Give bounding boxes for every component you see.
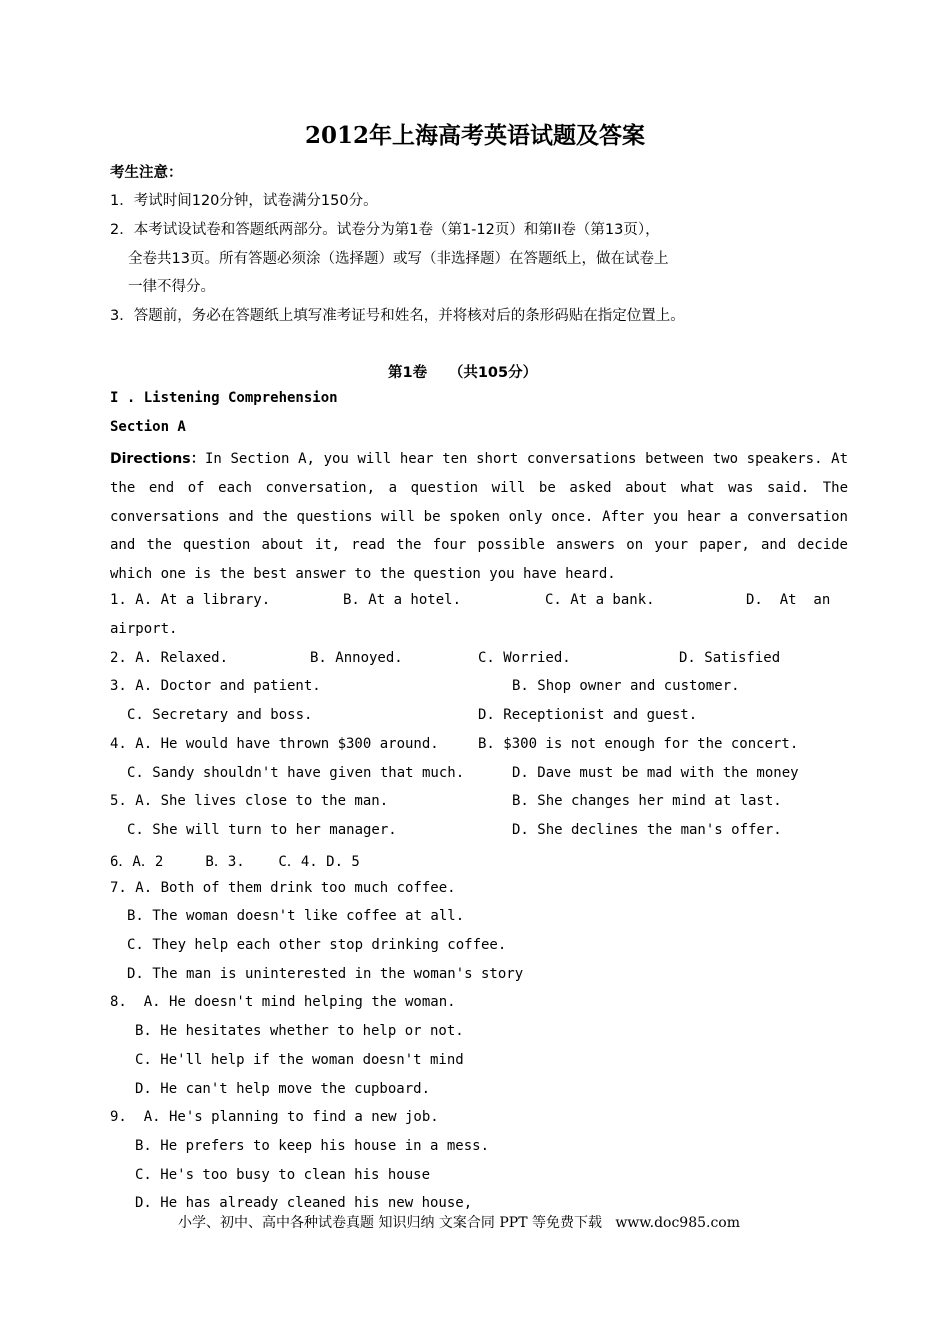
q1-option-b: B. At a hotel.: [343, 592, 462, 608]
q1-option-c: C. At a bank.: [545, 592, 655, 608]
q8-option-b: B. He hesitates whether to help or not.: [135, 1023, 464, 1039]
notice-item-1: 1．考试时间120分钟，试卷满分150分。: [110, 193, 378, 209]
q3-option-b: B. Shop owner and customer.: [512, 678, 740, 694]
directions-paragraph: [110, 445, 848, 589]
directions-text: In Section A, you will hear ten short conversations between two speakers. At the end of each conversation, a question will be asked about what was said. The conversations and the questions will be spoken only once. After you hear a conversation and the question about it, read the four possible answers on your paper, and decide which one is the best answer to the question you have heard.: [110, 451, 848, 583]
q9-option-c: C. He's too busy to clean his house: [135, 1167, 431, 1183]
notice-item-2: 2．本考试设试卷和答题纸两部分。试卷分为第1卷（第1-12页）和第II卷（第13页），: [110, 222, 660, 238]
q1-option-d-cont: airport.: [110, 621, 178, 637]
q1-option-d: D. At an: [746, 592, 831, 608]
q5-option-d: D. She declines the man's offer.: [512, 822, 782, 838]
q2-option-d: D. Satisfied: [679, 650, 781, 666]
q6-options: 6．A．2 B．3. C．4. D. 5: [110, 854, 360, 870]
q7-option-c: C. They help each other stop drinking coffee.: [127, 937, 507, 953]
q3-option-c: C. Secretary and boss.: [127, 707, 313, 723]
footer-note: 小学、初中、高中各种试卷真题 知识归纳 文案合同 PPT 等免费下载 www.doc985.com: [178, 1215, 741, 1231]
section-title: I . Listening Comprehension: [110, 390, 338, 406]
q7-option-a: 7. A. Both of them drink too much coffee.: [110, 880, 456, 896]
q4-option-c: C. Sandy shouldn't have given that much.: [127, 765, 465, 781]
q1-option-a: 1. A. At a library.: [110, 592, 271, 608]
directions-label: Directions：: [110, 451, 205, 467]
notice-item-3: 3．答题前，务必在答题纸上填写准考证号和姓名，并将核对后的条形码贴在指定位置上。: [110, 308, 685, 324]
q8-option-c: C. He'll help if the woman doesn't mind: [135, 1052, 464, 1068]
q8-option-a: 8. A. He doesn't mind helping the woman.: [110, 994, 456, 1010]
q5-option-b: B. She changes her mind at last.: [512, 793, 782, 809]
part-heading: 第1卷 （共105分）: [388, 365, 538, 381]
q4-option-b: B. $300 is not enough for the concert.: [478, 736, 799, 752]
q2-option-b: B. Annoyed.: [310, 650, 403, 666]
q3-option-d: D. Receptionist and guest.: [478, 707, 698, 723]
q7-option-b: B. The woman doesn't like coffee at all.: [127, 908, 465, 924]
q5-option-a: 5. A. She lives close to the man.: [110, 793, 389, 809]
q2-option-c: C. Worried.: [478, 650, 571, 666]
section-a-heading: Section A: [110, 419, 186, 435]
q9-option-d: D. He has already cleaned his new house,: [135, 1195, 473, 1211]
notice-item-2-cont: 全卷共13页。所有答题必须涂（选择题）或写（非选择题）在答题纸上，做在试卷上: [128, 251, 669, 267]
q8-option-d: D. He can't help move the cupboard.: [135, 1081, 431, 1097]
q3-option-a: 3. A. Doctor and patient.: [110, 678, 321, 694]
notice-item-2-end: 一律不得分。: [128, 279, 215, 295]
page-title: 2012年上海高考英语试题及答案: [304, 122, 645, 149]
q9-option-b: B. He prefers to keep his house in a mess.: [135, 1138, 490, 1154]
q9-option-a: 9. A. He's planning to find a new job.: [110, 1109, 439, 1125]
q4-option-a: 4. A. He would have thrown $300 around.: [110, 736, 439, 752]
q2-option-a: 2. A. Relaxed.: [110, 650, 229, 666]
q5-option-c: C. She will turn to her manager.: [127, 822, 397, 838]
notice-heading: 考生注意：: [110, 165, 183, 181]
q7-option-d: D. The man is uninterested in the woman's story: [127, 966, 524, 982]
q4-option-d: D. Dave must be mad with the money: [512, 765, 799, 781]
